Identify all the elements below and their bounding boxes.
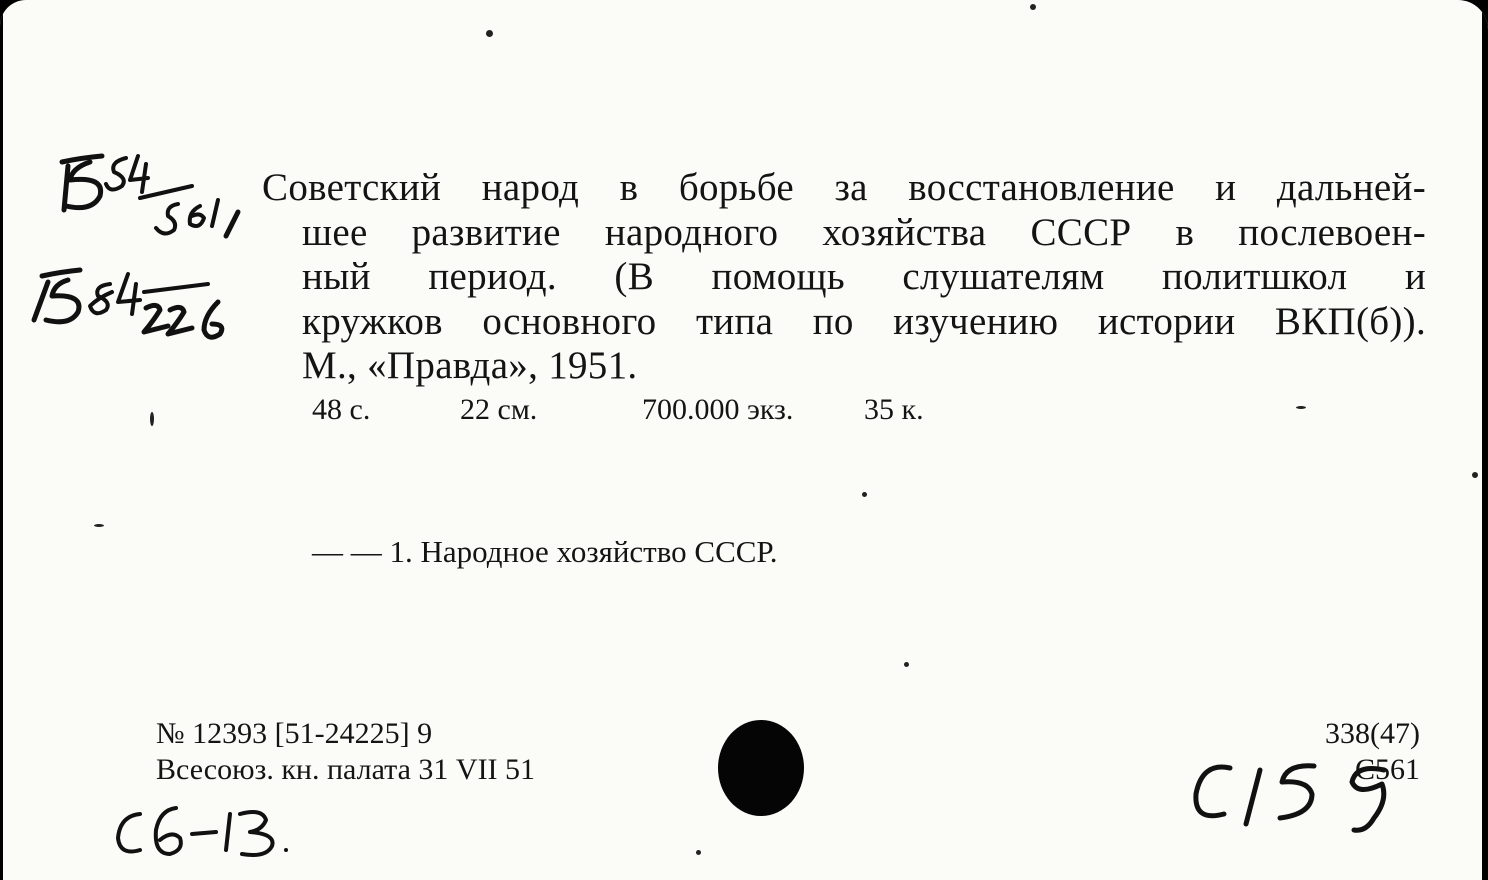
scan-speck — [862, 492, 867, 497]
bibliographic-title — [262, 166, 1426, 389]
title-line: кружков основного типа по изучению истории ВКП(б)). — [302, 299, 1426, 343]
handwritten-call-number-2 — [28, 262, 243, 366]
card-right-edge — [1482, 0, 1488, 880]
classification-index: 338(47) — [1325, 717, 1420, 750]
imprint-line: М., «Правда», 1951. — [302, 344, 638, 387]
card-left-edge — [0, 0, 3, 880]
page-count: 48 с. — [312, 393, 371, 426]
handwritten-shelf-mark — [110, 800, 320, 874]
scan-speck — [696, 850, 701, 855]
scan-speck — [1296, 406, 1306, 409]
title-line: Советский народ в борьбе за восстановление и дальней- — [262, 166, 1426, 209]
handwritten-call-number-1 — [50, 150, 265, 249]
subject-heading: — — 1. Народное хозяйство СССР. — [312, 534, 778, 569]
scan-speck — [486, 30, 493, 37]
record-number: № 12393 [51-24225] 9 — [156, 717, 433, 750]
scan-speck — [150, 412, 154, 426]
scan-speck — [94, 524, 104, 527]
punch-hole — [718, 720, 804, 816]
title-line: ный период. (В помощь слушателям политшкол и — [302, 255, 1426, 298]
price: 35 к. — [864, 393, 924, 426]
title-line: шее развитие народного хозяйства СССР в послевоен- — [302, 210, 1426, 254]
scan-speck — [904, 662, 909, 667]
scan-speck — [1472, 472, 1478, 478]
author-mark: С561 — [1354, 753, 1420, 786]
handwritten-inventory-mark — [1188, 748, 1408, 842]
print-run: 700.000 экз. — [642, 393, 794, 426]
physical-description — [312, 393, 924, 427]
scan-speck — [1030, 4, 1036, 10]
book-size: 22 см. — [460, 393, 538, 426]
card-footer-left — [156, 716, 535, 788]
book-chamber-line: Всесоюз. кн. палата 31 VII 51 — [156, 753, 536, 786]
